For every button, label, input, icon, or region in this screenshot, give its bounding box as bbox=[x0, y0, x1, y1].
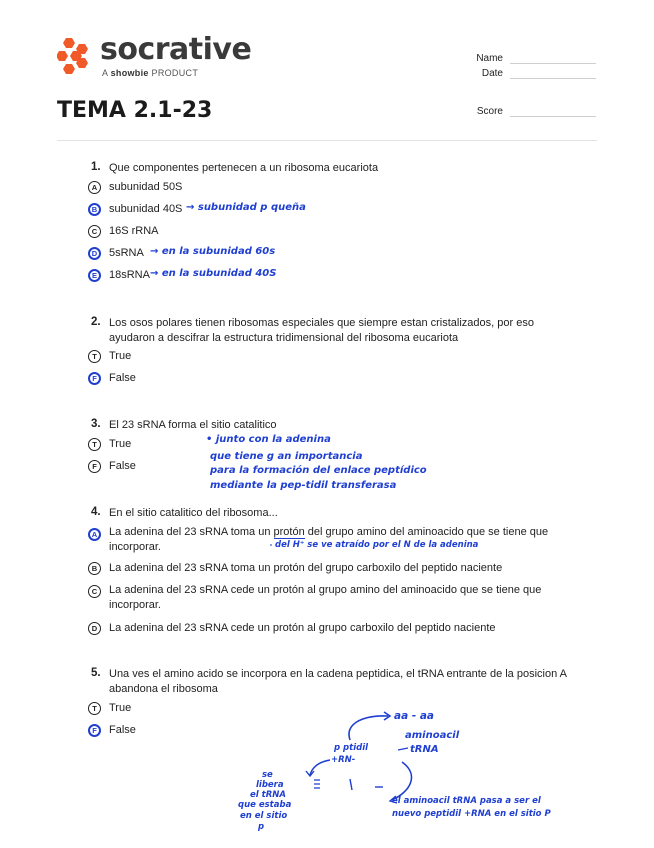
option-e-bubble[interactable]: E bbox=[88, 269, 101, 282]
option-text: 18sRNA bbox=[109, 269, 150, 281]
question-number: 1. bbox=[91, 161, 101, 173]
logo-wordmark: socrative bbox=[100, 32, 252, 67]
question-text: Una ves el amino acido se incorpora en la cadena peptidica, el tRNA entrante de la posicion A abandona el ribosoma bbox=[109, 668, 567, 695]
handwritten-note: → subunidad p queña bbox=[186, 202, 306, 213]
question-number: 2. bbox=[91, 316, 101, 328]
option-d-bubble[interactable]: D bbox=[88, 247, 101, 260]
option-text: False bbox=[109, 372, 136, 384]
question-number: 5. bbox=[91, 667, 101, 679]
option-text: La adenina del 23 sRNA toma un protón del grupo amino del aminoacido que se tiene que incorporar. bbox=[109, 526, 549, 553]
option-text: True bbox=[109, 350, 132, 362]
question-text: En el sitio catalitico del ribosoma... bbox=[109, 507, 278, 519]
option-text: 5sRNA bbox=[109, 247, 144, 259]
header-divider bbox=[57, 140, 597, 141]
option-false-bubble[interactable]: F bbox=[88, 372, 101, 385]
handwritten-note: nuevo peptidil +RNA en el sitio P bbox=[392, 809, 551, 819]
handwritten-note: se bbox=[262, 770, 273, 780]
handwritten-note: • junto con la adenina bbox=[206, 434, 331, 445]
name-label: Name bbox=[476, 53, 503, 64]
handwritten-note: el tRNA bbox=[250, 790, 286, 800]
option-b-bubble[interactable]: B bbox=[88, 203, 101, 216]
handwritten-note: → en la subunidad 40S bbox=[150, 268, 277, 279]
handwritten-note: aminoacil bbox=[405, 730, 460, 741]
handwritten-note: en el sitio bbox=[240, 811, 288, 821]
handwritten-note: mediante la pep-tidil transferasa bbox=[210, 480, 397, 491]
question-number: 3. bbox=[91, 418, 101, 430]
option-false-bubble[interactable]: F bbox=[88, 724, 101, 737]
option-text: La adenina del 23 sRNA toma un protón del grupo carboxilo del peptido naciente bbox=[109, 562, 503, 574]
page-title: TEMA 2.1-23 bbox=[57, 98, 213, 123]
handwritten-note: aa - aa bbox=[394, 710, 435, 722]
handwritten-note: que estaba bbox=[238, 800, 292, 810]
option-true-bubble[interactable]: T bbox=[88, 702, 101, 715]
option-false-bubble[interactable]: F bbox=[88, 460, 101, 473]
date-label: Date bbox=[481, 68, 503, 79]
score-label: Score bbox=[476, 106, 503, 117]
question-text: Que componentes pertenecen a un ribosoma eucariota bbox=[109, 162, 379, 174]
option-text: subunidad 40S bbox=[109, 203, 183, 215]
question-text: El 23 sRNA forma el sitio catalitico bbox=[109, 419, 277, 431]
option-text: True bbox=[109, 702, 132, 714]
option-text: True bbox=[109, 438, 132, 450]
handwritten-note: +RN- bbox=[331, 755, 356, 765]
handwritten-note: del H⁺ se ve atraído por el N de la adenina bbox=[275, 540, 479, 550]
handwritten-note: p bbox=[258, 822, 265, 832]
option-c-bubble[interactable]: C bbox=[88, 225, 101, 238]
option-a-bubble[interactable]: A bbox=[88, 181, 101, 194]
handwritten-note: tRNA bbox=[410, 744, 439, 755]
handwritten-note: p ptidil bbox=[334, 743, 369, 753]
option-text: La adenina del 23 sRNA cede un protón al grupo carboxilo del peptido naciente bbox=[109, 622, 496, 634]
date-field[interactable] bbox=[510, 78, 596, 79]
option-text: subunidad 50S bbox=[109, 181, 183, 193]
option-text: False bbox=[109, 460, 136, 472]
option-d-bubble[interactable]: D bbox=[88, 622, 101, 635]
option-c-bubble[interactable]: C bbox=[88, 585, 101, 598]
option-b-bubble[interactable]: B bbox=[88, 562, 101, 575]
handwritten-note: libera bbox=[256, 780, 284, 790]
option-text: False bbox=[109, 724, 136, 736]
option-a-bubble[interactable]: A bbox=[88, 528, 101, 541]
handwritten-note: → en la subunidad 60s bbox=[150, 246, 276, 257]
handwritten-note: que tiene g an importancia bbox=[210, 451, 363, 462]
option-text: 16S rRNA bbox=[109, 225, 159, 237]
score-field[interactable] bbox=[510, 116, 596, 117]
logo-subtitle: A showbie PRODUCT bbox=[102, 68, 199, 78]
handwritten-note: para la formación del enlace peptídico bbox=[210, 465, 427, 476]
option-true-bubble[interactable]: T bbox=[88, 438, 101, 451]
question-text: Los osos polares tienen ribosomas especiales que siempre estan cristalizados, por eso ayudaron a descifrar la estructura tridimensional del ribosoma eucariota bbox=[109, 317, 534, 344]
socrative-logo-icon bbox=[57, 36, 93, 76]
option-true-bubble[interactable]: T bbox=[88, 350, 101, 363]
name-field[interactable] bbox=[510, 63, 596, 64]
question-number: 4. bbox=[91, 506, 101, 518]
handwritten-note: el aminoacil tRNA pasa a ser el bbox=[392, 796, 541, 806]
option-text: La adenina del 23 sRNA cede un protón al grupo amino del aminoacido que se tiene que incorporar. bbox=[109, 584, 542, 611]
